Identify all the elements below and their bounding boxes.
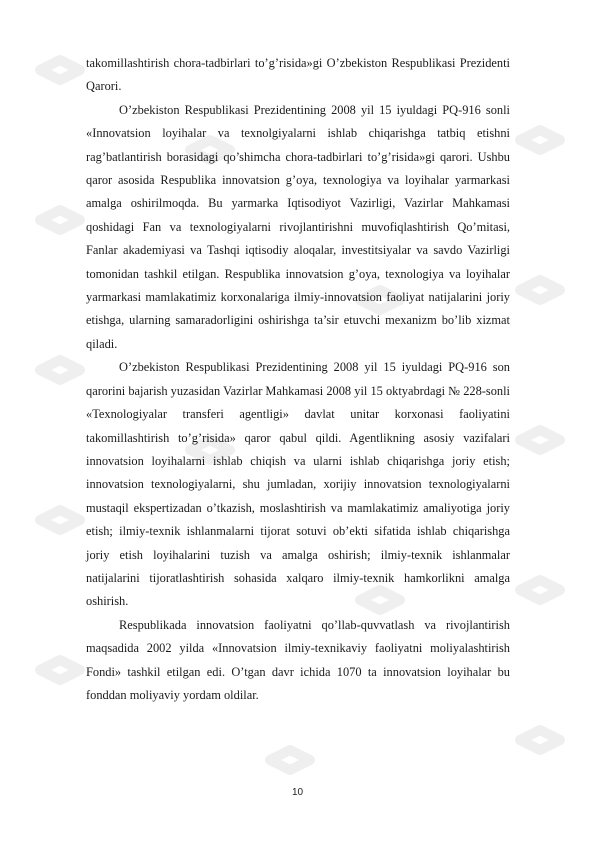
paragraph-2: O’zbekiston Respublikasi Prezidentining 2008 yil 15 iyuldagi PQ-916 sonli «Innovatsion loyihalar va texnolgiyalarni ishlab chiqarishga tatbiq etishni rag’batlantirish borasidagi qo’shimcha chora-tadbirlari to’g’risida»gi qarori. Ushbu qaror asosida Respublika innovatsion g’oya, texnologiya va loyihalar yarmarkasi amalga oshirilmoqda. Bu yarmarka Iqtisodiyot Vazirligi, Vazirlar Mahkamasi qoshidagi Fan va texnologiyalarni rivojlantirishni muvofiqlashtirish Qo’mitasi, Fanlar akademiyasi va Tashqi iqtisodiy aloqalar, investitsiyalar va savdo Vazirligi tomonidan tashkil etilgan. Respublika innovatsion g’oya, texnologiya va loyihalar yarmarkasi mamlakatimiz korxonalariga ilmiy-innovatsion faoliyat natijalarini joriy etishga, ularning samaradorligini oshirishga ta’sir etuvchi mexanizm bo’lib xizmat qiladi. xyxy=(86,102,510,351)
page-number: 10 xyxy=(291,787,304,798)
paragraph-4: Respublikada innovatsion faoliyatni qo’llab-quvvatlash va rivojlantirish maqsadida 2002 yilda «Innovatsion ilmiy-texnikaviy faoliyatni moliyalashtirish Fondi» tashkil etilgan edi. O’tgan davr ichida 1070 ta innovatsion loyihalar bu fonddan moliyaviy yordam oldilar. xyxy=(86,617,510,702)
paragraph-3: O’zbekiston Respublikasi Prezidentining 2008 yil 15 iyuldagi PQ-916 son qarorini bajarish yuzasidan Vazirlar Mahkamasi 2008 yil 15 oktyabrdagi № 228-sonli «Texnologiyalar transferi agentligi» davlat unitar korxonasi faoliyatini takomillashtirish to’g’risida» qaror qabul qildi. Agentlikning asosiy vazifalari innovatsion loyihalarni ishlab chiqish va ularni ishlab chiqarishga joriy etish; innovatsion texnologiyalarni, shu jumladan, xorijiy innovatsion texnologiyalarni mustaqil ekspertizadan o’tkazish, moslashtirish va mamlakatimiz amaliyotiga joriy etish; ilmiy-texnik ishlanmalarni tijorat sotuvi ob’ekti sifatida ishlab chiqarishga joriy etish loyihalarini tuzish va amalga oshirish; ilmiy-texnik ishlanmalar natijalarini tijoratlashtirish sohasida xalqaro ilmiy-texnik hamkorlikni amalga oshirish. xyxy=(86,360,510,609)
document-body xyxy=(86,52,510,707)
paragraph-1: takomillashtirish chora-tadbirlari to’g’risida»gi O’zbekiston Respublikasi Prezidenti Qarori. xyxy=(86,56,510,94)
